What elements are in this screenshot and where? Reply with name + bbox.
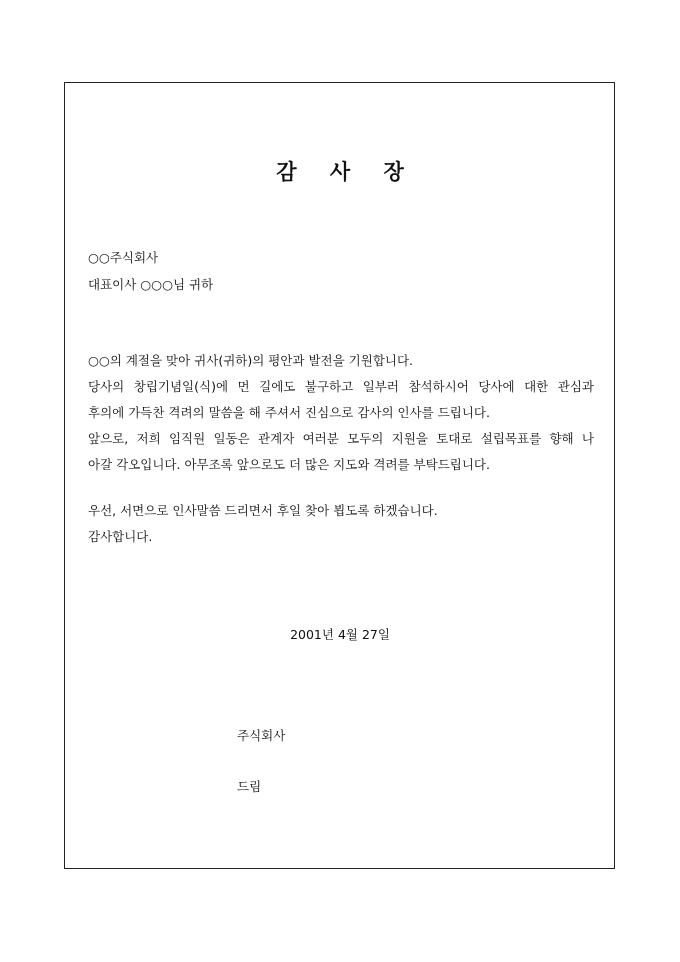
body-paragraph1-line2: 당사의 창립기념일(식)에 먼 길에도 불구하고 일부러 참석하시어 당사에 대한 관심과 (88, 379, 594, 394)
body-paragraph2-line1: 우선, 서면으로 인사말씀 드리면서 후일 찾아 뵙도록 하겠습니다. (88, 503, 438, 518)
signature-company: 주식회사 (237, 728, 286, 743)
body-paragraph1-line5: 아갈 각오입니다. 아무조록 앞으로도 더 많은 지도와 격려를 부탁드립니다. (88, 457, 490, 472)
body-paragraph1-line4: 앞으로, 저희 임직원 일동은 관계자 여러분 모두의 지원을 토대로 설립목표를 향해 나 (88, 431, 594, 446)
document-title: 감 사 장 (276, 159, 404, 184)
body-paragraph1-line3: 후의에 가득찬 격려의 말씀을 해 주셔서 진심으로 감사의 인사를 드립니다. (88, 405, 490, 420)
recipient-company: ○○주식회사 (88, 250, 159, 265)
document-border (64, 82, 615, 869)
body-paragraph2-line2: 감사합니다. (88, 529, 153, 544)
recipient-person: 대표이사 ○○○님 귀하 (88, 277, 214, 292)
body-paragraph1-line1: ○○의 계절을 맞아 귀사(귀하)의 평안과 발전을 기원합니다. (88, 353, 414, 368)
document-date: 2001년 4월 27일 (290, 627, 390, 642)
signature-closing: 드림 (237, 779, 262, 794)
